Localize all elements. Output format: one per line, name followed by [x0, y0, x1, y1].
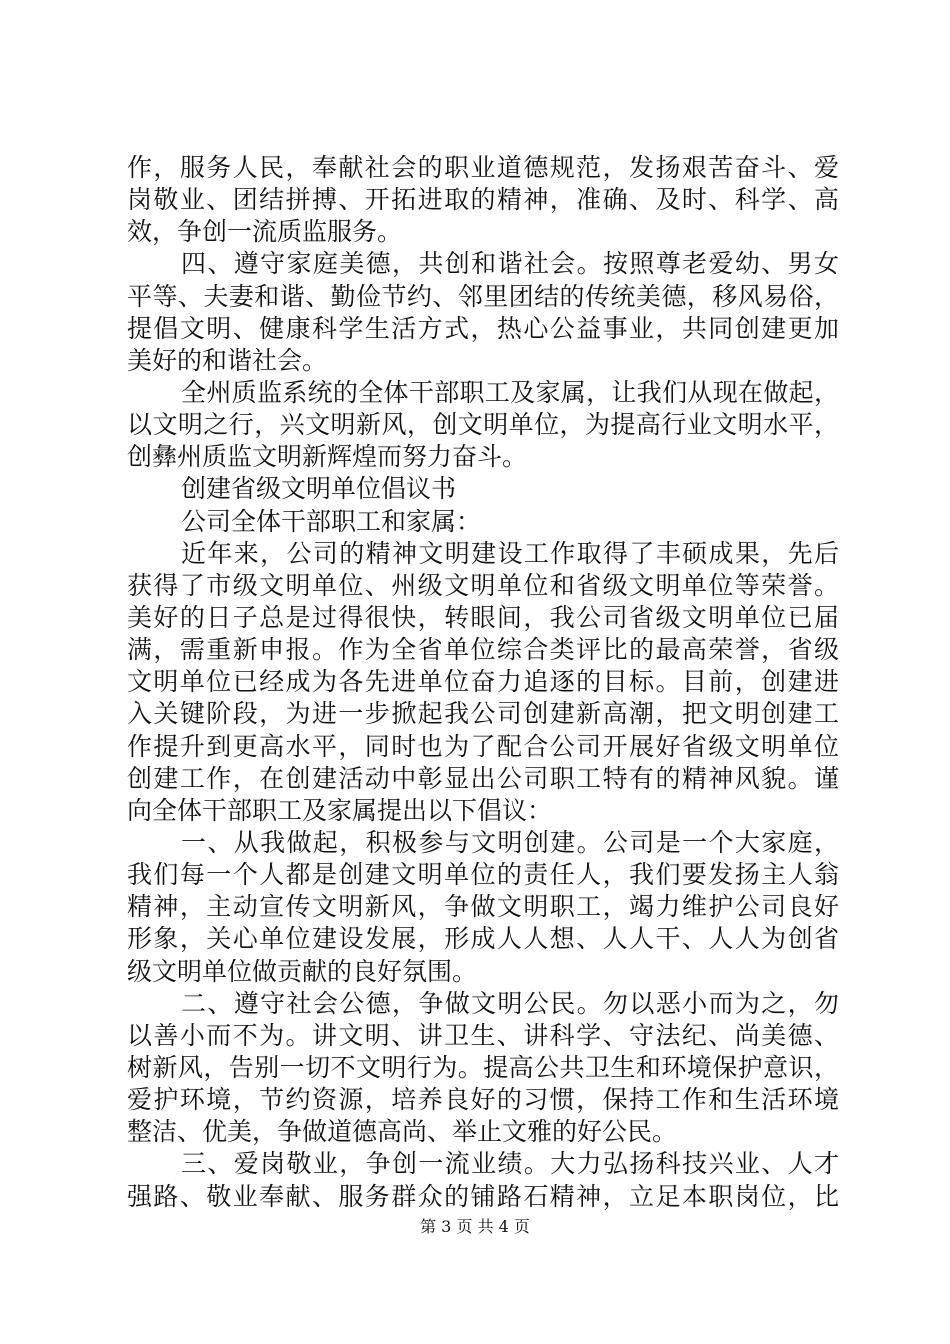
text-line: 向全体干部职工及家属提出以下倡议： [127, 795, 553, 825]
text-line: 创建工作，在创建活动中彰显出公司职工特有的精神风貌。谨 [127, 763, 839, 793]
text-line: 以文明之行，兴文明新风，创文明单位，为提高行业文明水平， [127, 410, 839, 440]
text-line: 精神，主动宣传文明新风，争做文明职工，竭力维护公司良好 [127, 892, 839, 922]
document-body [127, 152, 839, 1213]
text-line: 岗敬业、团结拼搏、开拓进取的精神，准确、及时、科学、高 [127, 185, 839, 215]
text-line: 级文明单位做贡献的良好氛围。 [127, 956, 478, 986]
text-line: 平等、夫妻和谐、勤俭节约、邻里团结的传统美德，移风易俗， [127, 281, 839, 311]
text-line: 强路、敬业奉献、服务群众的铺路石精神，立足本职岗位，比 [127, 1181, 839, 1211]
text-line: 作，服务人民，奉献社会的职业道德规范，发扬艰苦奋斗、爱 [127, 153, 839, 182]
text-line: 作提升到更高水平，同时也为了配合公司开展好省级文明单位 [127, 731, 839, 761]
text-line: 一、从我做起，积极参与文明创建。公司是一个大家庭， [181, 827, 839, 857]
text-line: 美好的日子总是过得很快，转眼间，我公司省级文明单位已届 [127, 602, 839, 632]
text-line: 美好的和谐社会。 [127, 345, 328, 375]
text-line: 入关键阶段，为进一步掀起我公司创建新高潮，把文明创建工 [127, 699, 839, 729]
text-line: 爱护环境，节约资源，培养良好的习惯，保持工作和生活环境 [127, 1085, 839, 1115]
text-line: 以善小而不为。讲文明、讲卫生、讲科学、守法纪、尚美德、 [127, 1020, 839, 1050]
text-line: 树新风，告别一切不文明行为。提高公共卫生和环境保护意识， [127, 1052, 839, 1082]
text-line: 满，需重新申报。作为全省单位综合类评比的最高荣誉，省级 [127, 635, 839, 665]
text-line: 全州质监系统的全体干部职工及家属，让我们从现在做起， [181, 377, 839, 407]
text-line: 四、遵守家庭美德，共创和谐社会。按照尊老爱幼、男女 [181, 249, 839, 279]
text-line: 形象，关心单位建设发展，形成人人想、人人干、人人为创省 [127, 924, 839, 954]
text-line: 整洁、优美，争做道德高尚、举止文雅的好公民。 [127, 1117, 678, 1147]
text-line: 文明单位已经成为各先进单位奋力追逐的目标。目前，创建进 [127, 667, 839, 697]
text-line: 三、爱岗敬业，争创一流业绩。大力弘扬科技兴业、人才 [181, 1149, 839, 1179]
text-line: 获得了市级文明单位、州级文明单位和省级文明单位等荣誉。 [127, 570, 839, 600]
text-line: 公司全体干部职工和家属： [181, 506, 482, 536]
page-number-footer: 第 3 页 共 4 页 [420, 1217, 530, 1236]
text-line: 创建省级文明单位倡议书 [181, 474, 457, 504]
text-line: 效，争创一流质监服务。 [127, 217, 403, 247]
text-line: 提倡文明、健康科学生活方式，热心公益事业，共同创建更加 [127, 313, 839, 343]
text-line: 近年来，公司的精神文明建设工作取得了丰硕成果，先后 [181, 538, 839, 568]
text-line: 创彝州质监文明新辉煌而努力奋斗。 [127, 442, 528, 472]
text-line: 我们每一个人都是创建文明单位的责任人，我们要发扬主人翁 [127, 860, 839, 890]
text-line: 二、遵守社会公德，争做文明公民。勿以恶小而为之，勿 [181, 988, 839, 1018]
